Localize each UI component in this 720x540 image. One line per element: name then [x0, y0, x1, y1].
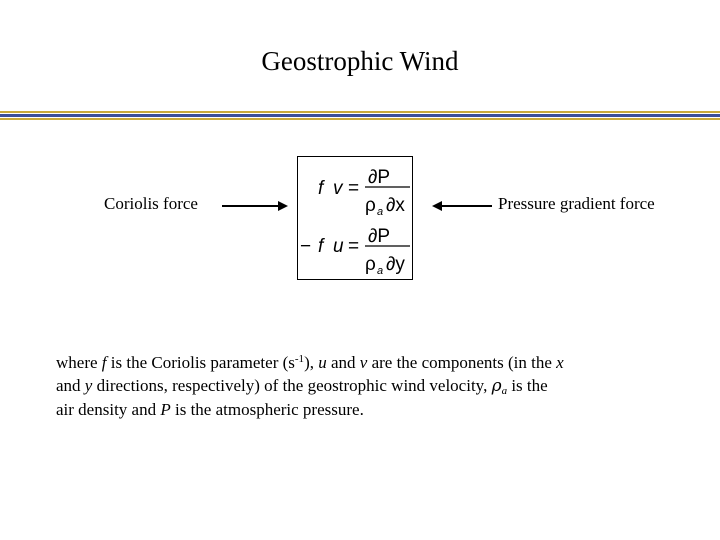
coriolis-force-label: Coriolis force [104, 194, 198, 213]
left-arrow [432, 200, 492, 212]
eq1-numerator: ∂P [368, 167, 391, 188]
description-line-1 [56, 351, 676, 374]
text-span: ), [304, 353, 319, 372]
eq2-rho-sub: a [377, 265, 384, 277]
equation-2 [300, 226, 410, 277]
eq2-var: u [333, 236, 344, 257]
description-line-2 [56, 374, 676, 398]
equation-1 [318, 167, 410, 218]
text-span: is the atmospheric pressure. [170, 400, 364, 419]
symbol-u: u [318, 353, 327, 372]
eq2-coef: f [318, 236, 324, 257]
eq1-equals: = [348, 178, 360, 199]
description-line-3 [56, 398, 676, 421]
text-span: air density and [56, 400, 161, 419]
text-span: directions, respectively) of the geostrophic wind velocity, [92, 376, 492, 395]
eq2-denominator: ∂y [386, 254, 405, 275]
eq1-var: v [333, 178, 343, 199]
equation-box [297, 156, 413, 280]
symbol-x: x [556, 353, 564, 372]
eq2-rho: ρ [365, 254, 376, 275]
slide-title: Geostrophic Wind [261, 46, 459, 76]
text-span: and [56, 376, 85, 395]
text-span: is the [507, 376, 548, 395]
eq2-numerator: ∂P [368, 226, 391, 247]
pressure-gradient-force-label: Pressure gradient force [498, 194, 655, 213]
eq1-coef: f [318, 178, 324, 199]
symbol-rho: ρ [491, 376, 502, 396]
text-span: is the Coriolis parameter (s [106, 353, 295, 372]
superscript-units: -1 [294, 353, 305, 365]
text-span: where [56, 353, 102, 372]
text-span: and [326, 353, 360, 372]
title-divider-gold-bottom [0, 118, 720, 120]
symbol-v: v [359, 353, 368, 372]
symbol-rho-subscript: a [501, 385, 508, 397]
eq1-rho-sub: a [377, 206, 384, 218]
title-divider-blue [0, 114, 720, 117]
right-arrow [222, 200, 288, 212]
symbol-y: y [84, 376, 93, 395]
eq2-sign: − [300, 236, 312, 257]
symbol-f: f [101, 353, 107, 372]
eq1-rho: ρ [365, 195, 376, 216]
eq2-equals: = [348, 236, 360, 257]
eq1-denominator: ∂x [386, 195, 405, 216]
title-divider-gold-top [0, 111, 720, 113]
description-paragraph [56, 351, 676, 421]
text-span: are the components (in the [367, 353, 557, 372]
symbol-p: P [160, 400, 171, 419]
